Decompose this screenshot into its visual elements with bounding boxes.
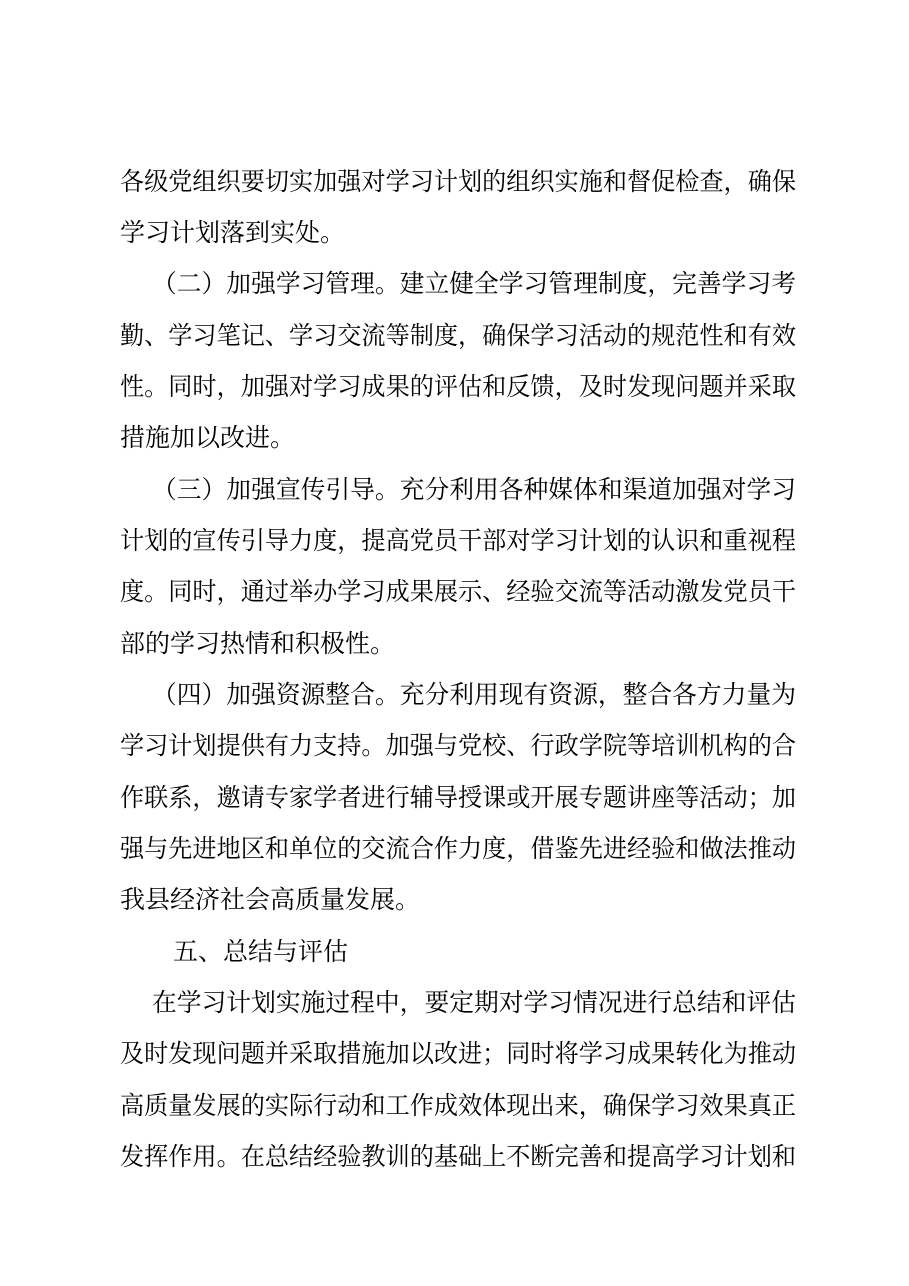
paragraph-line [0,470,909,510]
heading-text: 五、总结与评估 [173,937,349,966]
line-text: （二）加强学习管理。建立健全学习管理制度，完善学习考 [152,269,796,298]
paragraph-line [0,162,909,202]
line-text: 发挥作用。在总结经验教训的基础上不断完善和提高学习计划和 [120,1142,796,1171]
paragraph-line [0,778,909,818]
paragraph-line [0,367,909,407]
paragraph-line [0,316,909,356]
paragraph-line [0,264,909,304]
line-text: （三）加强宣传引导。充分利用各种媒体和渠道加强对学习 [152,475,796,504]
line-text: 及时发现问题并采取措施加以改进；同时将学习成果转化为推动 [120,1039,796,1068]
line-text: （四）加强资源整合。充分利用现有资源，整合各方力量为 [152,680,796,709]
paragraph-line [0,418,909,458]
section-heading [0,932,909,972]
paragraph-line [0,572,909,612]
line-text: 我县经济社会高质量发展。 [120,885,421,914]
paragraph-line [0,213,909,253]
paragraph-line [0,880,909,920]
line-text: 勤、学习笔记、学习交流等制度，确保学习活动的规范性和有效 [120,321,796,350]
line-text: 部的学习热情和积极性。 [120,629,396,658]
paragraph-line [0,726,909,766]
line-text: 强与先进地区和单位的交流合作力度，借鉴先进经验和做法推动 [120,834,796,863]
line-text: 各级党组织要切实加强对学习计划的组织实施和督促检查，确保 [120,167,796,196]
line-text: 学习计划落到实处。 [120,218,346,247]
line-text: 性。同时，加强对学习成果的评估和反馈，及时发现问题并采取 [120,372,796,401]
line-text: 计划的宣传引导力度，提高党员干部对学习计划的认识和重视程 [120,526,796,555]
line-text: 度。同时，通过举办学习成果展示、经验交流等活动激发党员干 [120,577,796,606]
line-text: 在学习计划实施过程中，要定期对学习情况进行总结和评估 [152,988,796,1017]
paragraph-line [0,1034,909,1074]
paragraph-line [0,1137,909,1177]
paragraph-line [0,521,909,561]
paragraph-line [0,1086,909,1126]
line-text: 高质量发展的实际行动和工作成效体现出来，确保学习效果真正 [120,1091,796,1120]
paragraph-line [0,624,909,664]
line-text: 作联系，邀请专家学者进行辅导授课或开展专题讲座等活动；加 [120,783,796,812]
paragraph-line [0,983,909,1023]
line-text: 措施加以改进。 [120,423,296,452]
paragraph-line [0,829,909,869]
paragraph-line [0,675,909,715]
line-text: 学习计划提供有力支持。加强与党校、行政学院等培训机构的合 [120,731,796,760]
